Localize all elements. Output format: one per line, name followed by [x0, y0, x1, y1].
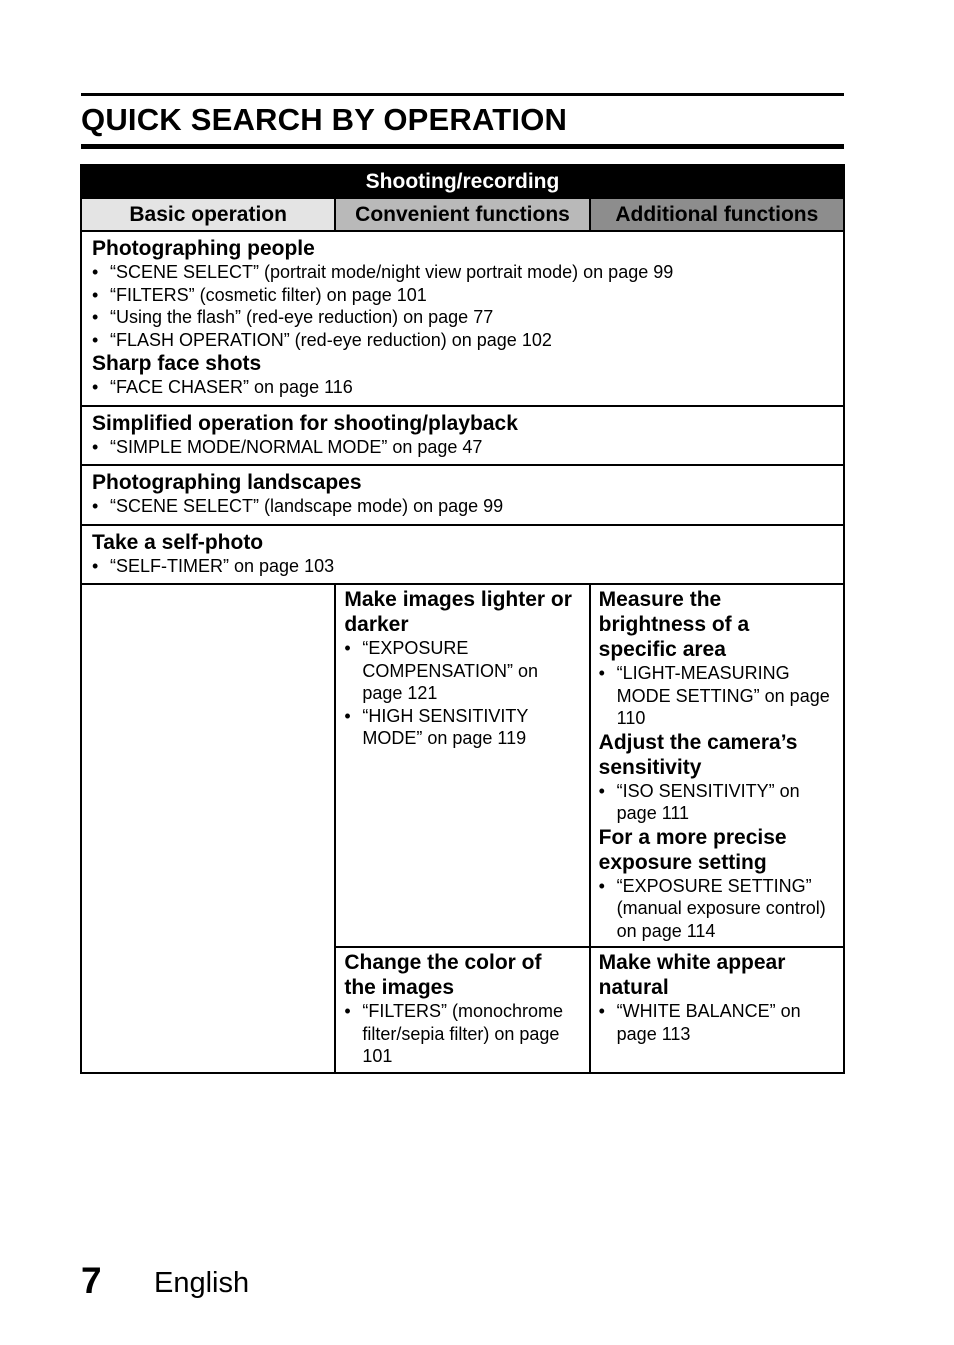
- list-item: • “WHITE BALANCE” on page 113: [599, 1000, 833, 1045]
- section-heading: Change the color of the images: [344, 951, 542, 999]
- list-item: • “EXPOSURE SETTING” (manual exposure control) on page 114: [599, 875, 833, 943]
- additional-cell: [590, 947, 844, 1073]
- list-item: • “SCENE SELECT” (portrait mode/night view portrait mode) on page 99: [92, 261, 833, 284]
- title-bottom-rule: [81, 144, 844, 149]
- section-heading: For a more precise exposure setting: [598, 825, 787, 874]
- section-heading: Adjust the camera’s sensitivity: [598, 730, 798, 779]
- section-heading: Photographing landscapes: [92, 471, 362, 494]
- bullet-list: [344, 637, 578, 750]
- title-top-rule: [81, 93, 844, 96]
- list-item: • “SCENE SELECT” (landscape mode) on page 99: [92, 495, 833, 518]
- section-heading: Make images lighter or darker: [344, 588, 572, 636]
- list-item: • “ISO SENSITIVITY” on page 111: [599, 780, 833, 825]
- category-convenient-functions: Convenient functions: [335, 198, 589, 231]
- bullet-list: [344, 1000, 578, 1068]
- table-row: [81, 465, 844, 525]
- list-item: • “FILTERS” (cosmetic filter) on page 101: [92, 284, 833, 307]
- list-item: • “SIMPLE MODE/NORMAL MODE” on page 47: [92, 436, 833, 459]
- group-header: Shooting/recording: [81, 165, 844, 198]
- list-item: • “LIGHT-MEASURING MODE SETTING” on page 110: [599, 662, 833, 730]
- section-heading: Photographing people: [92, 237, 315, 260]
- bullet-list: [599, 1000, 833, 1045]
- table-row: [81, 525, 844, 585]
- table-row: [81, 406, 844, 466]
- operation-table: [80, 164, 845, 1074]
- bullet-list: [92, 261, 833, 351]
- convenient-cell: [335, 947, 589, 1073]
- section-heading: Take a self-photo: [92, 530, 264, 554]
- bullet-list: [92, 555, 833, 578]
- list-item: • “FLASH OPERATION” (red-eye reduction) on page 102: [92, 329, 833, 352]
- page-title: QUICK SEARCH BY OPERATION: [81, 102, 568, 137]
- section-heading: Measure the brightness of a specific area: [598, 588, 750, 661]
- page-number: 7: [81, 1260, 102, 1301]
- section-heading: Simplified operation for shooting/playback: [92, 411, 518, 435]
- section-heading: Sharp face shots: [92, 352, 262, 375]
- list-item: • “SELF-TIMER” on page 103: [92, 555, 833, 578]
- bullet-list: [599, 875, 833, 943]
- list-item: • “FILTERS” (monochrome filter/sepia filter) on page 101: [344, 1000, 578, 1068]
- category-additional-functions: Additional functions: [590, 198, 844, 231]
- bullet-list: [599, 662, 833, 730]
- category-basic-operation: Basic operation: [81, 198, 335, 231]
- additional-cell: [590, 584, 844, 947]
- bullet-list: [92, 495, 833, 518]
- convenient-cell: [335, 584, 589, 947]
- table-row: [81, 231, 844, 406]
- bullet-list: [92, 376, 833, 399]
- list-item: • “HIGH SENSITIVITY MODE” on page 119: [344, 705, 578, 750]
- list-item: • “Using the flash” (red-eye reduction) on page 77: [92, 306, 833, 329]
- basic-empty-cell: [81, 584, 335, 1073]
- list-item: • “EXPOSURE COMPENSATION” on page 121: [344, 637, 578, 705]
- page-language: English: [154, 1267, 250, 1299]
- list-item: • “FACE CHASER” on page 116: [92, 376, 833, 399]
- bullet-list: [92, 436, 833, 459]
- section-heading: Make white appear natural: [598, 951, 786, 999]
- bullet-list: [599, 780, 833, 825]
